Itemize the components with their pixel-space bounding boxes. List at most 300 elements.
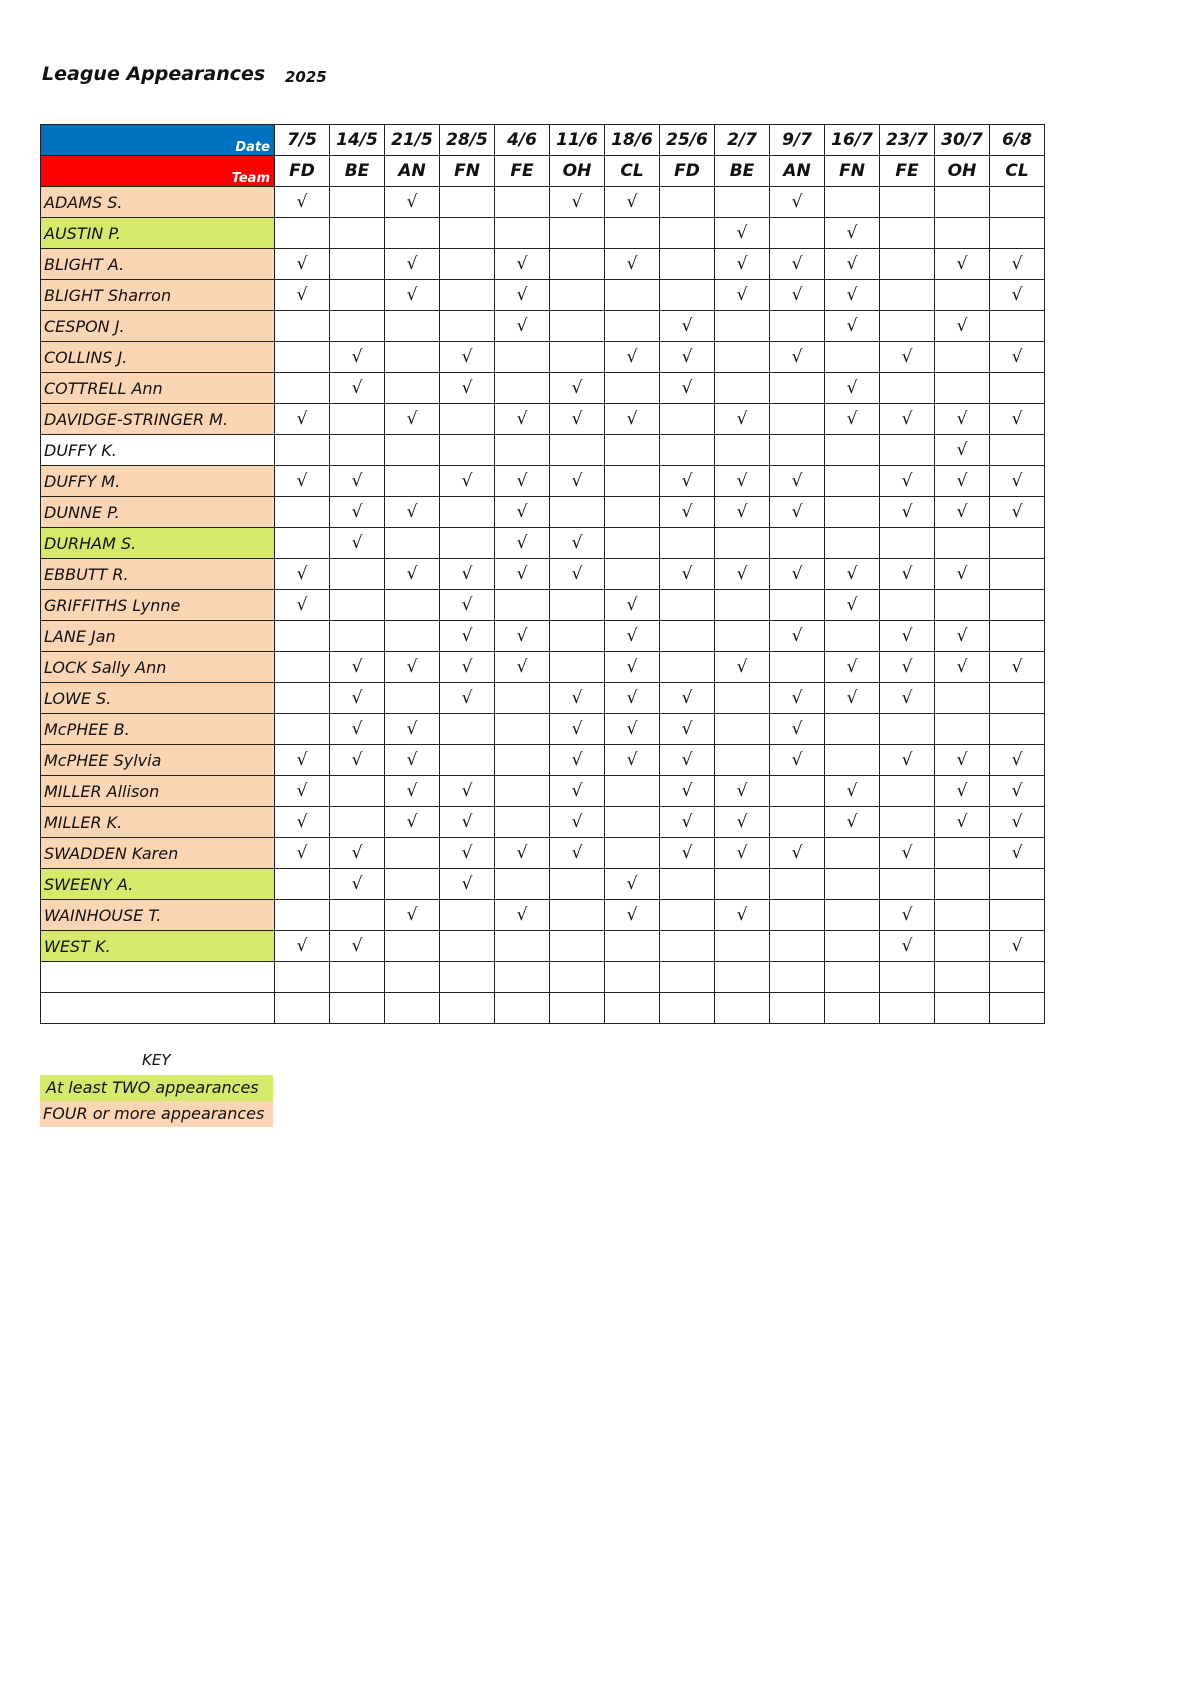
appearance-cell — [770, 373, 825, 404]
player-row — [41, 683, 1045, 714]
player-name: LOCK Sally Ann — [41, 652, 275, 683]
appearance-cell: √ — [275, 280, 330, 311]
appearance-cell — [715, 931, 770, 962]
blank-row — [41, 993, 1045, 1024]
appearance-cell: √ — [825, 249, 880, 280]
appearance-cell — [880, 218, 935, 249]
appearance-cell — [605, 807, 660, 838]
match-date: 2/7 — [715, 125, 770, 156]
appearance-cell: √ — [935, 497, 990, 528]
appearance-cell — [990, 714, 1045, 745]
appearance-cell: √ — [275, 404, 330, 435]
appearance-cell — [770, 528, 825, 559]
player-name: SWEENY A. — [41, 869, 275, 900]
appearance-cell — [880, 311, 935, 342]
appearance-cell — [660, 900, 715, 931]
blank-cell — [935, 993, 990, 1024]
match-team: FN — [825, 156, 880, 187]
appearance-cell — [880, 280, 935, 311]
blank-cell — [660, 993, 715, 1024]
appearance-cell: √ — [825, 590, 880, 621]
player-row — [41, 652, 1045, 683]
appearance-cell — [770, 931, 825, 962]
appearance-cell — [825, 745, 880, 776]
appearance-cell — [825, 466, 880, 497]
appearance-cell — [715, 714, 770, 745]
appearance-cell — [715, 745, 770, 776]
player-row — [41, 714, 1045, 745]
match-team: BE — [330, 156, 385, 187]
appearance-cell: √ — [605, 187, 660, 218]
appearance-cell — [880, 528, 935, 559]
player-name: WAINHOUSE T. — [41, 900, 275, 931]
player-row — [41, 187, 1045, 218]
player-row — [41, 373, 1045, 404]
appearance-cell: √ — [495, 559, 550, 590]
blank-cell — [880, 962, 935, 993]
appearance-cell — [605, 466, 660, 497]
appearance-cell: √ — [660, 342, 715, 373]
appearance-cell: √ — [825, 311, 880, 342]
appearance-cell — [715, 683, 770, 714]
appearance-cell: √ — [550, 528, 605, 559]
appearance-cell: √ — [770, 497, 825, 528]
player-name: LOWE S. — [41, 683, 275, 714]
player-name: EBBUTT R. — [41, 559, 275, 590]
match-date: 9/7 — [770, 125, 825, 156]
appearance-cell: √ — [605, 342, 660, 373]
appearance-cell — [880, 590, 935, 621]
appearance-cell: √ — [550, 559, 605, 590]
player-row — [41, 807, 1045, 838]
appearance-cell: √ — [275, 249, 330, 280]
appearance-cell: √ — [715, 280, 770, 311]
appearance-cell — [715, 311, 770, 342]
appearance-cell: √ — [495, 838, 550, 869]
appearance-cell: √ — [495, 404, 550, 435]
appearance-cell — [385, 466, 440, 497]
appearance-cell: √ — [440, 373, 495, 404]
appearance-cell: √ — [990, 249, 1045, 280]
appearance-cell — [660, 435, 715, 466]
appearance-cell: √ — [935, 745, 990, 776]
match-team: CL — [990, 156, 1045, 187]
match-team: AN — [770, 156, 825, 187]
key-four-appearances: FOUR or more appearances — [40, 1101, 273, 1127]
appearance-cell — [605, 373, 660, 404]
appearance-cell: √ — [880, 466, 935, 497]
appearance-cell — [440, 714, 495, 745]
appearance-cell: √ — [440, 652, 495, 683]
appearance-cell — [660, 187, 715, 218]
match-date: 16/7 — [825, 125, 880, 156]
player-row — [41, 776, 1045, 807]
match-team: FE — [880, 156, 935, 187]
appearance-cell: √ — [330, 838, 385, 869]
player-name: ADAMS S. — [41, 187, 275, 218]
appearance-cell: √ — [990, 807, 1045, 838]
appearance-cell: √ — [770, 187, 825, 218]
appearance-cell: √ — [825, 404, 880, 435]
appearance-cell — [275, 683, 330, 714]
appearance-cell — [660, 652, 715, 683]
appearance-cell — [770, 807, 825, 838]
match-team: AN — [385, 156, 440, 187]
appearance-cell: √ — [715, 249, 770, 280]
appearance-cell — [770, 311, 825, 342]
appearance-cell — [880, 435, 935, 466]
appearance-cell: √ — [770, 466, 825, 497]
appearance-cell — [440, 900, 495, 931]
appearance-cell — [275, 373, 330, 404]
match-team: BE — [715, 156, 770, 187]
appearance-cell — [440, 528, 495, 559]
date-header-label: Date — [41, 125, 275, 156]
appearance-cell — [935, 218, 990, 249]
appearance-cell — [330, 435, 385, 466]
player-name: COLLINS J. — [41, 342, 275, 373]
appearance-cell: √ — [385, 776, 440, 807]
blank-cell — [330, 962, 385, 993]
appearance-cell: √ — [715, 776, 770, 807]
player-row — [41, 249, 1045, 280]
page-title: League Appearances — [42, 63, 266, 85]
appearance-cell — [275, 311, 330, 342]
appearance-cell: √ — [825, 683, 880, 714]
appearance-cell — [275, 497, 330, 528]
blank-cell — [825, 962, 880, 993]
appearance-cell — [825, 621, 880, 652]
appearance-cell — [385, 435, 440, 466]
blank-cell — [715, 962, 770, 993]
appearance-cell — [935, 931, 990, 962]
match-team: FD — [275, 156, 330, 187]
appearance-cell: √ — [385, 497, 440, 528]
appearance-cell — [550, 652, 605, 683]
appearance-cell — [880, 187, 935, 218]
appearance-cell — [385, 931, 440, 962]
appearance-cell: √ — [770, 249, 825, 280]
blank-cell — [385, 993, 440, 1024]
appearance-cell — [990, 311, 1045, 342]
appearance-cell: √ — [550, 466, 605, 497]
appearance-cell — [605, 528, 660, 559]
appearance-cell — [495, 590, 550, 621]
appearance-cell — [990, 187, 1045, 218]
appearance-cell — [825, 497, 880, 528]
appearance-cell: √ — [275, 187, 330, 218]
appearance-cell: √ — [550, 373, 605, 404]
appearance-cell: √ — [385, 714, 440, 745]
player-name: DUFFY K. — [41, 435, 275, 466]
appearance-cell: √ — [825, 652, 880, 683]
appearance-cell: √ — [660, 807, 715, 838]
appearance-cell: √ — [990, 931, 1045, 962]
appearance-cell — [990, 373, 1045, 404]
appearance-cell — [495, 776, 550, 807]
appearance-cell — [330, 776, 385, 807]
appearance-cell: √ — [990, 838, 1045, 869]
appearance-cell: √ — [495, 466, 550, 497]
date-header-row — [41, 125, 1045, 156]
appearance-cell — [990, 683, 1045, 714]
blank-cell — [605, 962, 660, 993]
appearance-cell: √ — [275, 931, 330, 962]
appearance-cell — [275, 714, 330, 745]
appearance-cell — [935, 900, 990, 931]
appearance-cell — [880, 249, 935, 280]
appearance-cell — [660, 621, 715, 652]
appearance-cell — [495, 218, 550, 249]
match-team: FD — [660, 156, 715, 187]
player-row — [41, 869, 1045, 900]
appearance-cell: √ — [440, 466, 495, 497]
appearance-cell — [495, 342, 550, 373]
appearance-cell: √ — [605, 652, 660, 683]
match-date: 18/6 — [605, 125, 660, 156]
match-date: 6/8 — [990, 125, 1045, 156]
appearance-cell — [605, 776, 660, 807]
player-name: DURHAM S. — [41, 528, 275, 559]
appearance-cell — [990, 900, 1045, 931]
appearance-cell — [550, 621, 605, 652]
appearance-cell: √ — [440, 559, 495, 590]
appearance-cell: √ — [385, 559, 440, 590]
appearance-cell — [990, 621, 1045, 652]
appearance-cell: √ — [330, 869, 385, 900]
appearance-cell: √ — [660, 838, 715, 869]
player-name: BLIGHT Sharron — [41, 280, 275, 311]
appearance-cell — [605, 931, 660, 962]
appearance-cell: √ — [550, 838, 605, 869]
appearance-cell: √ — [605, 404, 660, 435]
appearance-cell — [660, 590, 715, 621]
appearance-cell — [550, 218, 605, 249]
appearance-cell — [275, 900, 330, 931]
appearance-cell — [275, 869, 330, 900]
appearance-cell: √ — [605, 900, 660, 931]
blank-cell — [605, 993, 660, 1024]
appearance-cell: √ — [880, 838, 935, 869]
appearance-cell — [715, 187, 770, 218]
appearance-cell: √ — [770, 683, 825, 714]
blank-cell — [495, 993, 550, 1024]
appearance-cell — [495, 745, 550, 776]
blank-cell — [550, 993, 605, 1024]
appearance-cell: √ — [715, 497, 770, 528]
appearance-cell: √ — [385, 187, 440, 218]
player-name: DUNNE P. — [41, 497, 275, 528]
match-date: 25/6 — [660, 125, 715, 156]
appearance-cell: √ — [440, 869, 495, 900]
player-row — [41, 590, 1045, 621]
appearance-cell — [495, 435, 550, 466]
appearance-cell: √ — [550, 714, 605, 745]
player-row — [41, 280, 1045, 311]
appearance-cell: √ — [550, 404, 605, 435]
appearance-cell — [385, 342, 440, 373]
blank-cell — [440, 962, 495, 993]
appearance-cell — [990, 218, 1045, 249]
appearance-cell: √ — [440, 683, 495, 714]
appearance-cell: √ — [990, 342, 1045, 373]
appearance-cell — [605, 497, 660, 528]
appearance-cell: √ — [385, 404, 440, 435]
appearance-cell — [935, 838, 990, 869]
appearance-cell — [825, 435, 880, 466]
player-name: GRIFFITHS Lynne — [41, 590, 275, 621]
blank-cell — [550, 962, 605, 993]
appearance-cell: √ — [935, 621, 990, 652]
appearance-cell — [715, 528, 770, 559]
appearance-cell — [825, 900, 880, 931]
appearance-cell — [440, 187, 495, 218]
appearance-cell — [660, 528, 715, 559]
appearance-cell — [385, 590, 440, 621]
appearance-cell — [495, 187, 550, 218]
appearance-cell — [275, 621, 330, 652]
appearance-cell: √ — [825, 776, 880, 807]
appearance-cell — [495, 807, 550, 838]
blank-cell — [825, 993, 880, 1024]
appearance-cell — [275, 218, 330, 249]
appearance-cell: √ — [660, 311, 715, 342]
blank-cell — [440, 993, 495, 1024]
appearance-cell — [935, 683, 990, 714]
appearance-cell: √ — [715, 807, 770, 838]
appearance-cell — [605, 311, 660, 342]
appearance-cell — [330, 218, 385, 249]
appearance-cell — [990, 590, 1045, 621]
appearance-cell — [770, 776, 825, 807]
appearance-cell: √ — [330, 497, 385, 528]
appearance-cell: √ — [330, 652, 385, 683]
appearance-cell: √ — [935, 559, 990, 590]
blank-cell — [275, 993, 330, 1024]
appearance-cell: √ — [770, 714, 825, 745]
appearance-cell: √ — [550, 683, 605, 714]
appearance-cell — [935, 714, 990, 745]
match-team: FE — [495, 156, 550, 187]
appearance-cell: √ — [935, 249, 990, 280]
appearance-cell — [660, 218, 715, 249]
match-date: 11/6 — [550, 125, 605, 156]
blank-cell — [495, 962, 550, 993]
appearance-cell: √ — [935, 466, 990, 497]
appearance-cell: √ — [495, 497, 550, 528]
appearance-cell: √ — [330, 342, 385, 373]
appearance-cell: √ — [715, 559, 770, 590]
appearance-cell — [715, 869, 770, 900]
appearance-cell — [385, 528, 440, 559]
appearance-cell: √ — [385, 807, 440, 838]
appearance-cell: √ — [440, 621, 495, 652]
appearance-cell — [990, 435, 1045, 466]
appearance-cell — [385, 218, 440, 249]
appearance-cell: √ — [330, 931, 385, 962]
match-team: OH — [550, 156, 605, 187]
appearance-cell: √ — [990, 652, 1045, 683]
appearance-cell: √ — [990, 404, 1045, 435]
blank-cell — [990, 993, 1045, 1024]
match-date: 14/5 — [330, 125, 385, 156]
key-title: KEY — [142, 1051, 171, 1069]
appearance-cell — [715, 621, 770, 652]
appearance-cell — [550, 900, 605, 931]
appearance-cell — [935, 869, 990, 900]
appearances-table-body — [41, 125, 1045, 1024]
appearance-cell: √ — [330, 714, 385, 745]
appearance-cell: √ — [880, 745, 935, 776]
appearance-cell — [770, 404, 825, 435]
player-name: SWADDEN Karen — [41, 838, 275, 869]
appearance-cell: √ — [605, 683, 660, 714]
appearance-cell: √ — [275, 466, 330, 497]
appearance-cell: √ — [660, 776, 715, 807]
appearance-cell: √ — [990, 497, 1045, 528]
appearance-cell — [495, 714, 550, 745]
appearance-cell — [715, 590, 770, 621]
appearance-cell: √ — [660, 714, 715, 745]
player-name: AUSTIN P. — [41, 218, 275, 249]
appearance-cell — [880, 807, 935, 838]
appearance-cell: √ — [660, 497, 715, 528]
appearance-cell — [825, 187, 880, 218]
appearance-cell: √ — [990, 776, 1045, 807]
appearance-cell: √ — [440, 776, 495, 807]
appearance-cell — [825, 528, 880, 559]
appearance-cell: √ — [935, 776, 990, 807]
appearance-cell: √ — [385, 249, 440, 280]
appearance-cell — [550, 497, 605, 528]
player-row — [41, 931, 1045, 962]
appearance-cell — [660, 404, 715, 435]
appearance-cell: √ — [385, 652, 440, 683]
appearance-cell — [660, 249, 715, 280]
appearance-cell: √ — [880, 652, 935, 683]
appearance-cell — [770, 652, 825, 683]
appearance-cell: √ — [550, 807, 605, 838]
appearance-cell: √ — [440, 342, 495, 373]
appearance-cell: √ — [935, 807, 990, 838]
player-row — [41, 342, 1045, 373]
player-row — [41, 528, 1045, 559]
appearance-cell: √ — [550, 776, 605, 807]
appearance-cell — [385, 838, 440, 869]
appearance-cell: √ — [605, 621, 660, 652]
match-date: 21/5 — [385, 125, 440, 156]
appearances-table — [40, 124, 1045, 1024]
appearance-cell — [275, 342, 330, 373]
appearance-cell — [935, 528, 990, 559]
appearance-cell — [550, 869, 605, 900]
appearance-cell: √ — [990, 280, 1045, 311]
appearance-cell — [825, 931, 880, 962]
appearance-cell — [770, 869, 825, 900]
appearance-cell: √ — [495, 652, 550, 683]
appearance-cell: √ — [275, 590, 330, 621]
appearance-cell: √ — [330, 373, 385, 404]
appearance-cell: √ — [660, 559, 715, 590]
appearance-cell: √ — [935, 435, 990, 466]
appearance-cell — [330, 280, 385, 311]
appearance-cell — [770, 900, 825, 931]
appearance-cell: √ — [880, 683, 935, 714]
appearance-cell: √ — [825, 373, 880, 404]
match-team: OH — [935, 156, 990, 187]
appearance-cell: √ — [275, 776, 330, 807]
player-name: COTTRELL Ann — [41, 373, 275, 404]
